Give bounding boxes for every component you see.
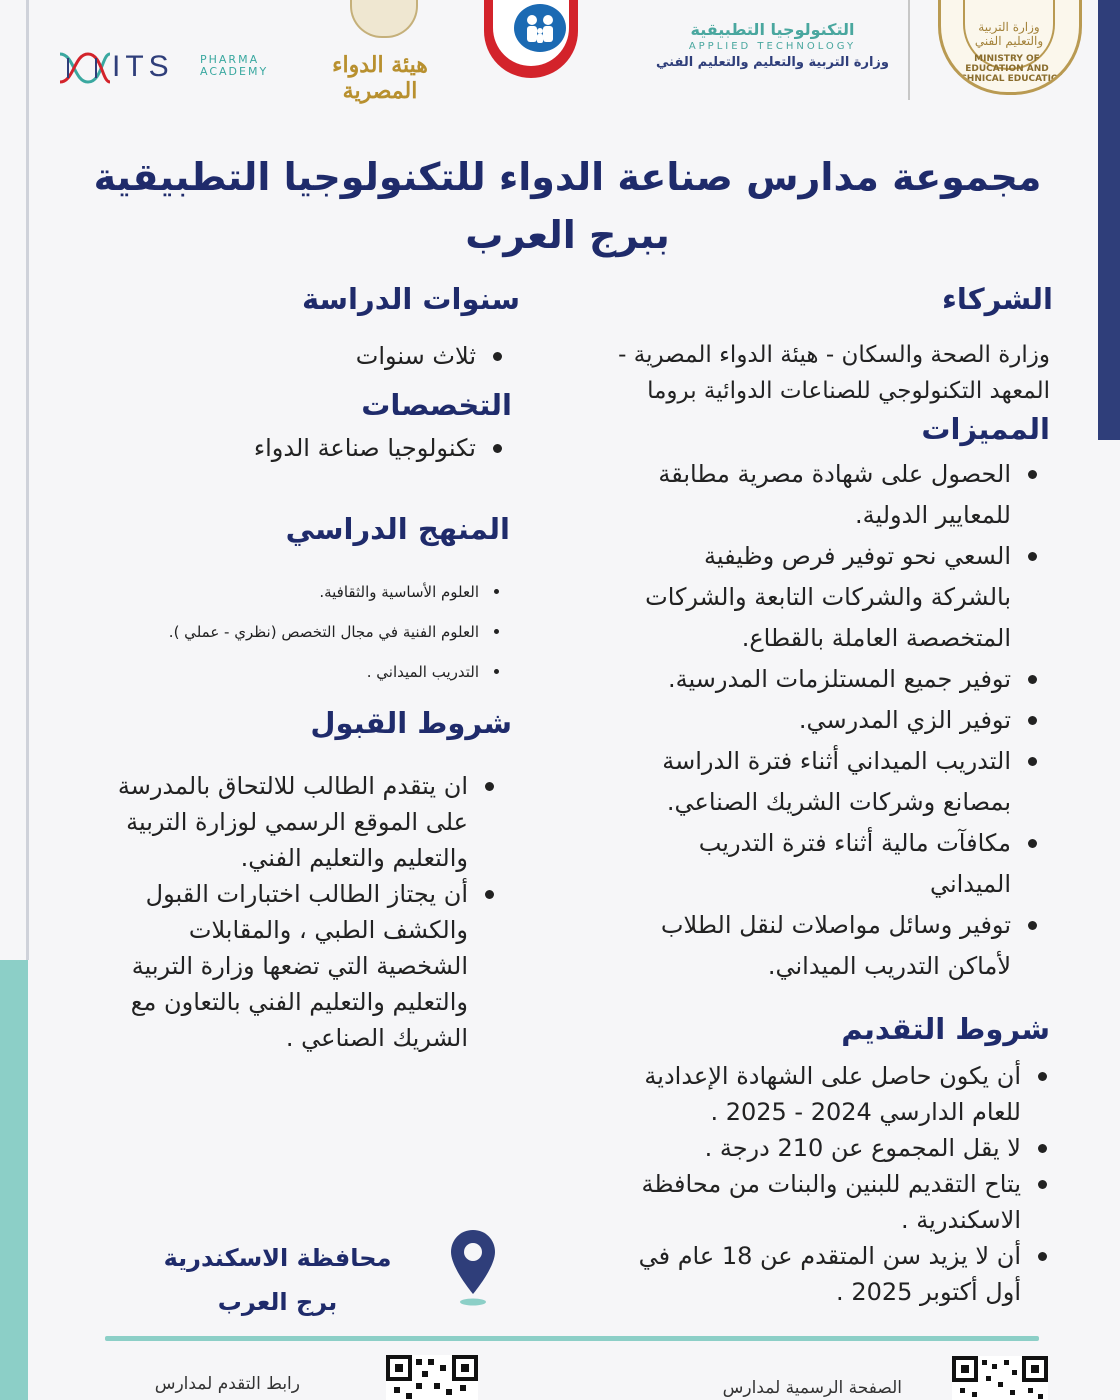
apply-link-label: رابط التقدم لمدارس: [154, 1374, 300, 1394]
application-item: أن يكون حاصل على الشهادة الإعدادية للعام الدارسي 2024 - 2025 .: [555, 1058, 1055, 1130]
partners-heading: الشركاء: [942, 282, 1053, 316]
specializations-list: [160, 428, 510, 469]
frame-left-line: [26, 0, 29, 960]
feature-item: السعي نحو توفير فرص وظيفية بالشركة والشركات التابعة والشركات المتخصصة العاملة بالقطاع.: [560, 536, 1045, 659]
official-page-label: الصفحة الرسمية لمدارس: [722, 1378, 902, 1398]
partners-line-2: المعهد التكنولوجي للصناعات الدوائية بروما: [647, 378, 1050, 404]
egyptian-drug-authority-logo: [310, 0, 450, 104]
curriculum-heading: المنهج الدراسي: [285, 512, 510, 546]
ministry-seal-text: وزارة التربية والتعليم الفني: [963, 0, 1055, 70]
teal-side-bar: [0, 960, 28, 1400]
ministry-health-logo: [484, 0, 578, 78]
application-item: يتاح التقديم للبنين والبنات من محافظة الاسكندرية .: [555, 1166, 1055, 1238]
frame-right-bar: [1098, 0, 1120, 440]
its-wordmark: ITS: [112, 50, 174, 83]
location-pin-icon: [448, 1228, 498, 1308]
location-text: [150, 1236, 405, 1324]
study-years-item: ثلاث سنوات: [230, 336, 510, 377]
features-list: [560, 454, 1045, 987]
admission-list: [40, 768, 502, 1056]
ministry-education-seal: [938, 0, 1082, 95]
application-heading: شروط التقديم: [841, 1012, 1050, 1046]
page-title: [90, 148, 1045, 264]
partners-line-1: وزارة الصحة والسكان - هيئة الدواء المصرية -: [618, 342, 1050, 368]
feature-item: التدريب الميداني أثناء فترة الدراسة بمصانع وشركات الشريك الصناعي.: [560, 741, 1045, 823]
footer-divider: [105, 1336, 1039, 1341]
title-line-2: ببرج العرب: [465, 213, 670, 257]
feature-item: توفير الزي المدرسي.: [560, 700, 1045, 741]
title-line-1: مجموعة مدارس صناعة الدواء للتكنولوجيا التطبيقية: [93, 155, 1042, 199]
partners-text: [530, 337, 1050, 409]
its-subtitle: PHARMA ACADEMY: [200, 53, 269, 78]
applied-technology-logo: [655, 20, 890, 70]
specialization-item: تكنولوجيا صناعة الدواء: [160, 428, 510, 469]
curriculum-item: التدريب الميداني .: [40, 652, 505, 692]
its-pharma-academy-logo: [58, 44, 278, 92]
applied-technology-english: APPLIED TECHNOLOGY: [688, 41, 857, 52]
curriculum-item: العلوم الفنية في مجال التخصص (نظري - عملي ).: [40, 612, 505, 652]
location-city: برج العرب: [217, 1288, 338, 1316]
specializations-heading: التخصصات: [361, 388, 512, 422]
admission-item: ان يتقدم الطالب للالتحاق بالمدرسة على الموقع الرسمي لوزارة التربية والتعليم والتعليم الفني.: [40, 768, 502, 876]
application-item: أن لا يزيد سن المتقدم عن 18 عام في أول أكتوبر 2025 .: [555, 1238, 1055, 1310]
curriculum-item: العلوم الأساسية والثقافية.: [40, 572, 505, 612]
location-governorate: محافظة الاسكندرية: [163, 1244, 392, 1272]
pharma-authority-name: هيئة الدواء المصرية: [332, 52, 428, 104]
curriculum-list: [40, 572, 505, 692]
admission-heading: شروط القبول: [310, 706, 512, 740]
feature-item: توفير وسائل مواصلات لنقل الطلاب لأماكن التدريب الميداني.: [560, 905, 1045, 987]
pharma-seal-icon: [350, 0, 418, 38]
application-list: [555, 1058, 1055, 1310]
family-icon: [514, 4, 566, 52]
qr-code-icon[interactable]: [386, 1355, 478, 1400]
ministry-seal-ring-text: MINISTRY OF EDUCATION AND TECHNICAL EDUCATION: [947, 54, 1067, 84]
features-heading: المميزات: [921, 412, 1050, 446]
qr-code-icon[interactable]: [952, 1356, 1048, 1400]
logo-divider: [908, 0, 910, 100]
feature-item: مكافآت مالية أثناء فترة التدريب الميداني: [560, 823, 1045, 905]
application-item: لا يقل المجموع عن 210 درجة .: [555, 1130, 1055, 1166]
admission-item: أن يجتاز الطالب اختبارات القبول والكشف الطبي ، والمقابلات الشخصية التي تضعها وزارة التربية والتعليم والتعليم الفني بالتعاون مع الشريك الصناعي .: [40, 876, 502, 1056]
study-years-heading: سنوات الدراسة: [301, 282, 520, 316]
applied-technology-arabic: التكنولوجيا التطبيقية: [690, 20, 855, 39]
dna-icon: [58, 50, 112, 86]
study-years-list: [230, 336, 510, 377]
applied-technology-ministry: وزارة التربية والتعليم والتعليم الفني: [656, 55, 889, 70]
feature-item: الحصول على شهادة مصرية مطابقة للمعايير الدولية.: [560, 454, 1045, 536]
feature-item: توفير جميع المستلزمات المدرسية.: [560, 659, 1045, 700]
